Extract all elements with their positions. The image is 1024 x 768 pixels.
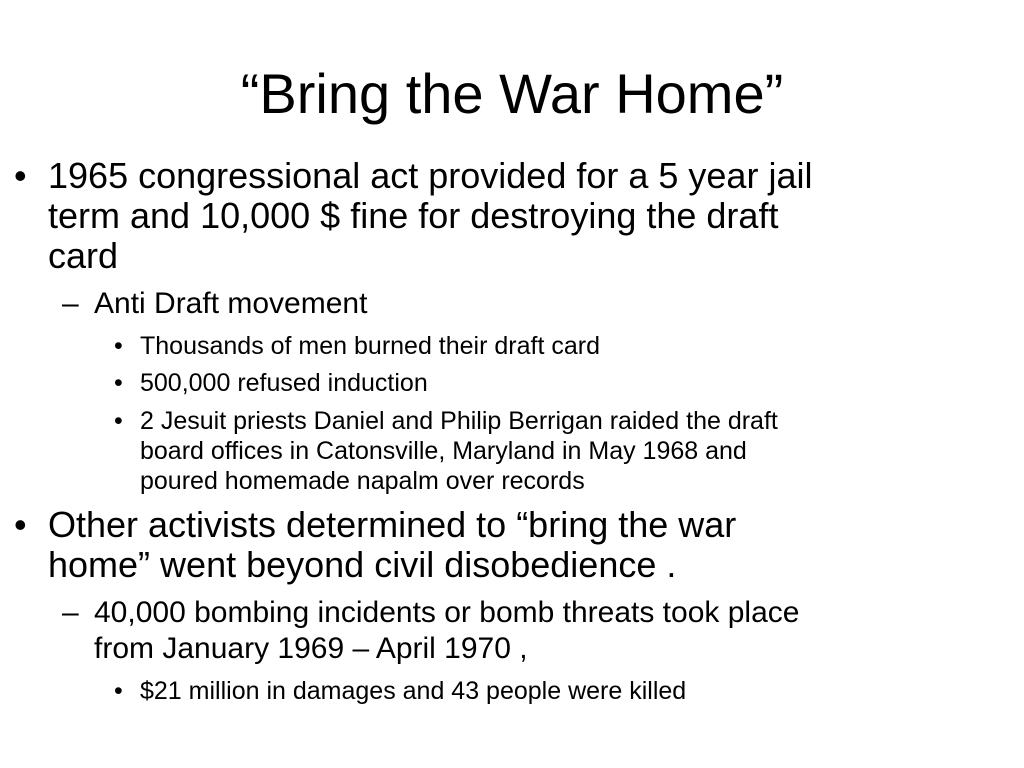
bullet-line: home” went beyond civil disobedience . (48, 544, 677, 585)
bullet-text (140, 368, 428, 398)
bullet-line: 1965 congressional act provided for a 5 year jail (48, 155, 813, 196)
bullet-line: from January 1969 – April 1970 , (94, 632, 528, 665)
bullet-text (140, 676, 686, 706)
bullet-line: 2 Jesuit priests Daniel and Philip Berrigan raided the draft (140, 407, 778, 435)
slide-title: “Bring the War Home” (240, 62, 784, 125)
bullet-text (140, 331, 600, 361)
bullet-line: poured homemade napalm over records (140, 467, 585, 495)
bullet-line: $21 million in damages and 43 people were killed (140, 677, 687, 705)
dash-marker: – (62, 596, 79, 629)
bullet-marker: • (114, 407, 123, 435)
bullet-text (48, 505, 736, 585)
bullet-marker: • (114, 677, 123, 705)
bullet-line: board offices in Catonsville, Maryland in May 1968 and (140, 437, 747, 465)
dash-marker: – (62, 287, 79, 320)
bullet-marker: • (14, 504, 27, 545)
bullet-text (94, 286, 367, 322)
bullet-text (140, 406, 778, 496)
bullet-marker: • (114, 332, 123, 360)
bullet-text (94, 595, 799, 667)
bullet-marker: • (114, 369, 123, 397)
bullet-line: Other activists determined to “bring the war (48, 504, 737, 545)
bullet-line: card (48, 235, 119, 276)
bullet-line: term and 10,000 $ fine for destroying the draft (48, 195, 779, 236)
bullet-line: 40,000 bombing incidents or bomb threats took place (94, 596, 800, 629)
bullet-line: Thousands of men burned their draft card (140, 332, 600, 360)
bullet-text (48, 156, 812, 276)
bullet-line: 500,000 refused induction (140, 369, 428, 397)
bullet-marker: • (14, 155, 27, 196)
bullet-line: Anti Draft movement (94, 287, 368, 320)
